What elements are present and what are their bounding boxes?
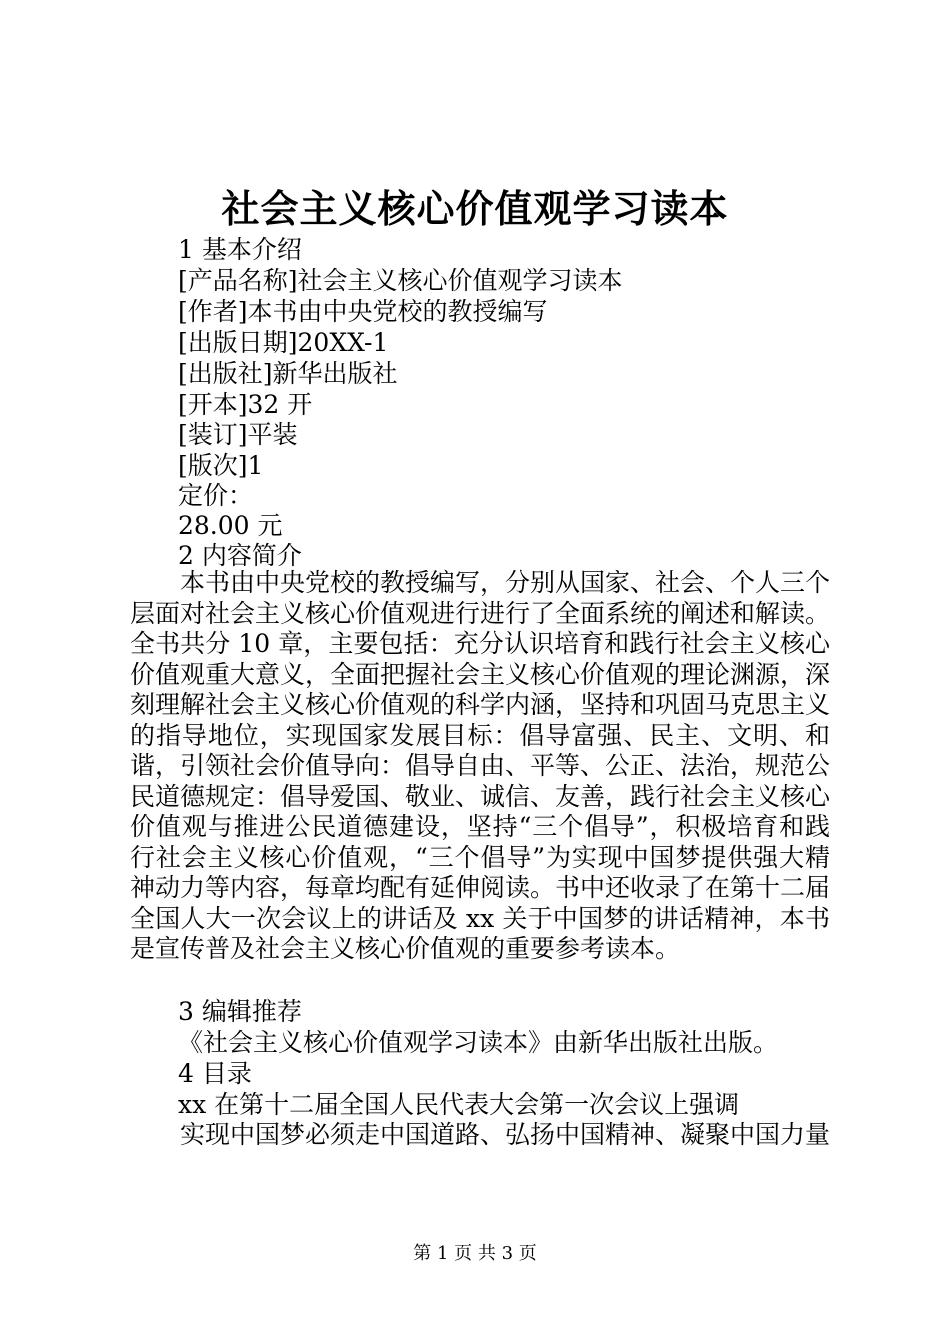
toc-item: xx 在第十二届全国人民代表大会第一次会议上强调 xyxy=(178,1090,740,1119)
price-value: 28.00 元 xyxy=(178,511,283,540)
product-name: [产品名称]社会主义核心价值观学习读本 xyxy=(178,266,623,295)
recommendation-text: 《社会主义核心价值观学习读本》由新华出版社出版。 xyxy=(178,1028,779,1057)
binding-line: [装订]平装 xyxy=(178,420,298,449)
document-title: 社会主义核心价值观学习读本 xyxy=(221,186,729,231)
intro-paragraph: 本书由中央党校的教授编写，分别从国家、社会、个人三个层面对社会主义核心价值观进行进行了全面系统的阐述和解读。全书共分 10 章，主要包括：充分认识培育和践行社会主义核心价值观重大意义，全面把握社会主义核心价值观的理论渊源，深刻理解社会主义核心价值观的科学内涵，坚持和巩固马克思主义的指导地位，实现国家发展目标：倡导富强、民主、文明、和谐，引领社会价值导向：倡导自由、平等、公正、法治，规范公民道德规定：倡导爱国、敬业、诚信、友善，践行社会主义核心价值观与推进公民道德建设，坚持“三个倡导”，积极培育和践行社会主义核心价值观，“三个倡导”为实现中国梦提供强大精神动力等内容，每章均配有延伸阅读。书中还收录了在第十二届全国人大一次会议上的讲话及 xx 关于中国梦的讲话精神，本书是宣传普及社会主义核心价值观的重要参考读本。 xyxy=(130,568,831,963)
author-line: [作者]本书由中央党校的教授编写 xyxy=(178,297,548,326)
section-heading-content-intro: 2 内容简介 xyxy=(178,541,302,570)
price-label: 定价： xyxy=(178,481,254,510)
section-heading-editor-recommend: 3 编辑推荐 xyxy=(178,997,302,1026)
toc-item: 实现中国梦必须走中国道路、弘扬中国精神、凝聚中国力量 xyxy=(180,1120,831,1149)
section-heading-basic-intro: 1 基本介绍 xyxy=(178,235,302,264)
publisher-line: [出版社]新华出版社 xyxy=(178,359,398,388)
page-footer: 第 1 页 共 3 页 xyxy=(413,1243,537,1264)
publish-date-line: [出版日期]20XX-1 xyxy=(178,328,389,357)
format-line: [开本]32 开 xyxy=(178,390,313,419)
edition-line: [版次]1 xyxy=(178,451,264,480)
section-heading-toc: 4 目录 xyxy=(178,1059,252,1088)
